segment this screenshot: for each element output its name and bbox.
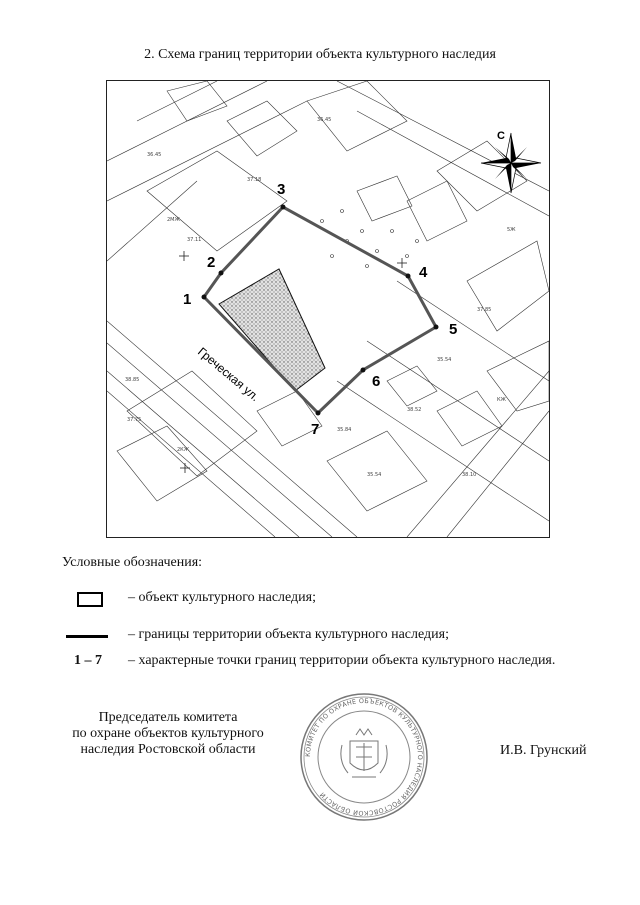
north-label: С <box>497 130 505 142</box>
svg-text:35.54: 35.54 <box>367 472 382 478</box>
points-range-symbol: 1 – 7 <box>74 653 102 668</box>
signatory-position <box>52 710 284 758</box>
point-label-5: 5 <box>449 321 458 338</box>
point-label-3: 3 <box>277 181 286 198</box>
boundary-line-symbol <box>66 635 108 638</box>
heritage-object-symbol <box>77 592 103 607</box>
svg-text:38.52: 38.52 <box>407 407 422 413</box>
svg-text:2КЖ: 2КЖ <box>177 447 190 453</box>
position-line: наследия Ростовской области <box>80 742 256 757</box>
svg-text:36.45: 36.45 <box>147 152 162 158</box>
point-label-7: 7 <box>311 421 320 438</box>
legend-item-label: – характерные точки границ территории объекта культурного наследия. <box>128 653 556 668</box>
seal-ring-text: КОМИТЕТ ПО ОХРАНЕ ОБЪЕКТОВ КУЛЬТУРНОГО НАСЛЕДИЯ РОСТОВСКОЙ ОБЛАСТИ <box>303 696 425 818</box>
svg-text:38.10: 38.10 <box>462 472 477 478</box>
svg-text:5Ж: 5Ж <box>507 227 516 233</box>
legend-item-label: – границы территории объекта культурного наследия; <box>128 627 449 642</box>
point-label-2: 2 <box>207 254 216 271</box>
point-label-6: 6 <box>372 373 381 390</box>
signatory-name: И.В. Грунский <box>500 743 587 758</box>
svg-text:2МЖ: 2МЖ <box>167 217 180 223</box>
point-label-4: 4 <box>419 264 428 281</box>
legend-heading: Условные обозначения: <box>62 555 203 570</box>
point-label-1: 1 <box>183 291 192 308</box>
tree-symbols <box>321 210 419 268</box>
position-line: Председатель комитета <box>98 710 238 725</box>
page-title: 2. Схема границ территории объекта культурного наследия <box>144 47 496 62</box>
svg-text:КЖ: КЖ <box>497 397 506 403</box>
svg-text:35.54: 35.54 <box>437 357 452 363</box>
svg-text:37.75: 37.75 <box>127 417 142 423</box>
svg-text:35.84: 35.84 <box>337 427 352 433</box>
coat-of-arms-icon <box>341 729 387 777</box>
svg-text:38.85: 38.85 <box>125 377 140 383</box>
street-label: Греческая ул. <box>195 344 263 405</box>
svg-text:37.11: 37.11 <box>187 237 202 243</box>
svg-text:37.18: 37.18 <box>247 177 262 183</box>
official-seal-stamp <box>298 691 430 823</box>
svg-text:37.85: 37.85 <box>477 307 492 313</box>
boundary-map <box>106 80 550 538</box>
svg-text:36.45: 36.45 <box>317 117 332 123</box>
legend-item-label: – объект культурного наследия; <box>128 590 316 605</box>
position-line: по охране объектов культурного <box>72 726 264 741</box>
